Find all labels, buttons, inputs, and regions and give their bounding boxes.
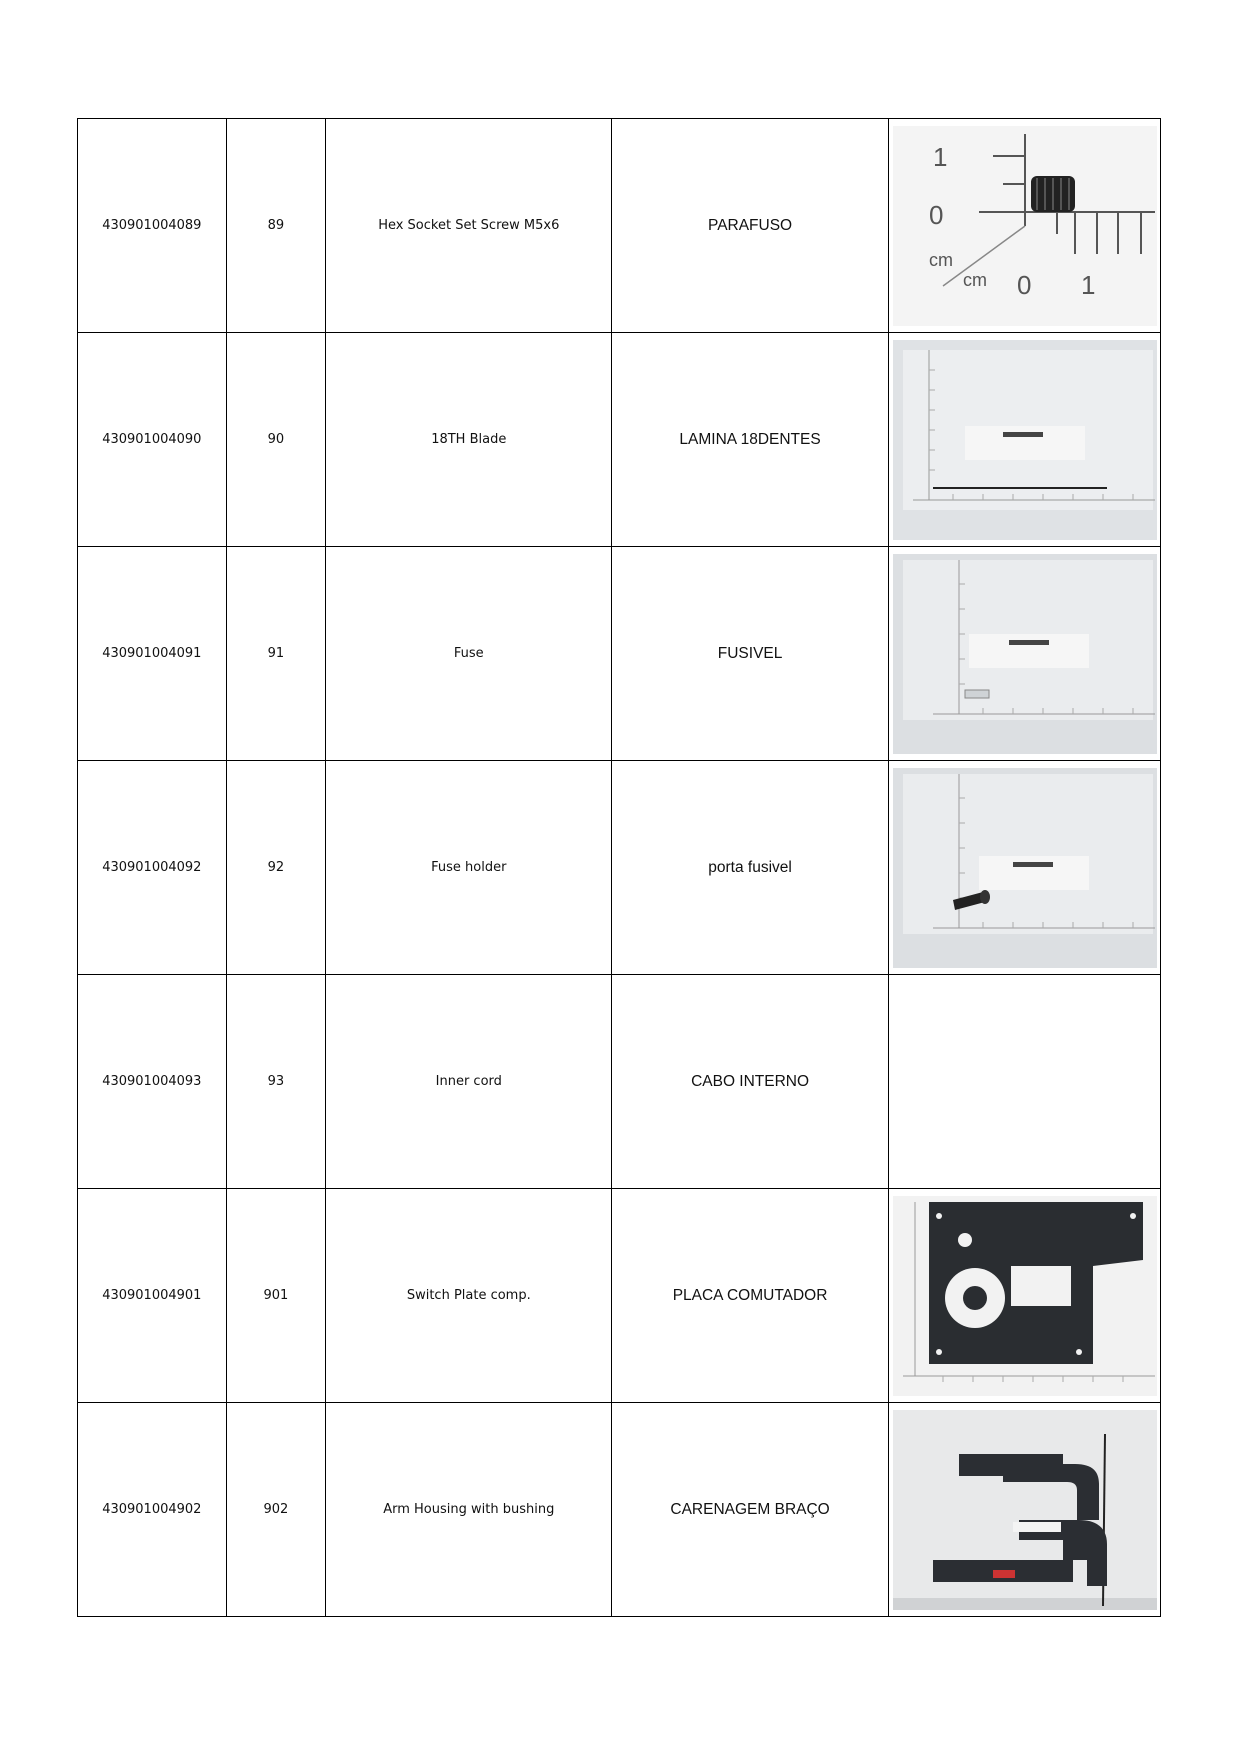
table-row — [78, 333, 1161, 547]
part-name-pt: PARAFUSO — [612, 119, 888, 333]
part-name-en: Switch Plate comp. — [326, 1189, 612, 1403]
fuse-holder-photo — [893, 768, 1157, 968]
position-number: 89 — [226, 119, 325, 333]
part-name-en: Arm Housing with bushing — [326, 1403, 612, 1617]
part-code: 430901004091 — [78, 547, 227, 761]
part-name-pt: CABO INTERNO — [612, 975, 888, 1189]
position-number: 90 — [226, 333, 325, 547]
part-name-pt: LAMINA 18DENTES — [612, 333, 888, 547]
part-name-en: 18TH Blade — [326, 333, 612, 547]
part-name-pt: CARENAGEM BRAÇO — [612, 1403, 888, 1617]
position-number: 91 — [226, 547, 325, 761]
part-code: 430901004092 — [78, 761, 227, 975]
scale-label: cm — [928, 249, 953, 270]
image-cell — [888, 761, 1160, 975]
scale-label: cm — [962, 269, 987, 290]
part-code: 430901004901 — [78, 1189, 227, 1403]
image-cell — [888, 975, 1160, 1189]
parts-table — [77, 118, 1161, 1617]
position-number: 902 — [226, 1403, 325, 1617]
scale-label: 0 — [928, 199, 944, 230]
position-number: 92 — [226, 761, 325, 975]
arm-housing-photo — [893, 1410, 1157, 1610]
position-number: 93 — [226, 975, 325, 1189]
image-cell — [888, 547, 1160, 761]
table-row — [78, 1403, 1161, 1617]
table-row — [78, 547, 1161, 761]
scale-label: 1 — [932, 141, 948, 172]
image-cell — [888, 333, 1160, 547]
part-code: 430901004902 — [78, 1403, 227, 1617]
part-code: 430901004090 — [78, 333, 227, 547]
fuse-photo — [893, 554, 1157, 754]
set-screw-photo — [893, 126, 1157, 326]
part-name-en: Hex Socket Set Screw M5x6 — [326, 119, 612, 333]
image-cell — [888, 1403, 1160, 1617]
table-row — [78, 761, 1161, 975]
table-row — [78, 1189, 1161, 1403]
part-name-en: Fuse holder — [326, 761, 612, 975]
part-name-pt: PLACA COMUTADOR — [612, 1189, 888, 1403]
image-cell — [888, 119, 1160, 333]
part-name-en: Fuse — [326, 547, 612, 761]
scale-label: 0 — [1016, 269, 1032, 300]
table-row — [78, 975, 1161, 1189]
part-name-en: Inner cord — [326, 975, 612, 1189]
part-name-pt: porta fusivel — [612, 761, 888, 975]
part-code: 430901004089 — [78, 119, 227, 333]
part-name-pt: FUSIVEL — [612, 547, 888, 761]
position-number: 901 — [226, 1189, 325, 1403]
image-cell — [888, 1189, 1160, 1403]
scale-label: 1 — [1080, 269, 1096, 300]
blade-photo — [893, 340, 1157, 540]
switch-plate-photo — [893, 1196, 1157, 1396]
table-row — [78, 119, 1161, 333]
part-code: 430901004093 — [78, 975, 227, 1189]
